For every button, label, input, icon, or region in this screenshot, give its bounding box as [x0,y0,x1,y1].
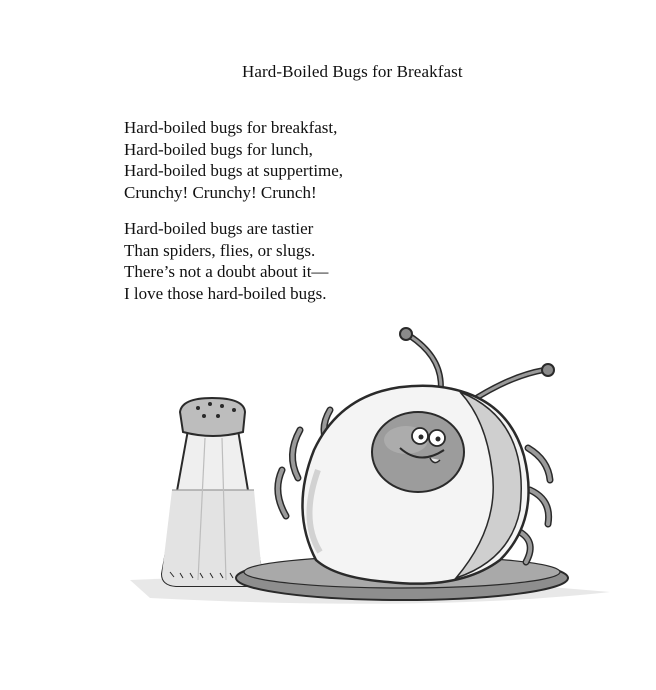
bug-illustration [0,320,656,690]
yolk-face [372,412,464,492]
poem-title: Hard-Boiled Bugs for Breakfast [242,62,463,81]
poem-line: Than spiders, flies, or slugs. [124,240,316,260]
poem-line: There’s not a doubt about it— [124,262,329,281]
poem-line: I love those hard-boiled bugs. [124,283,327,303]
salt-shaker-icon [162,398,262,586]
stanza-1 [124,117,544,203]
poem-line: Hard-boiled bugs for breakfast, [124,118,338,137]
poem-line: Hard-boiled bugs at suppertime, [124,161,344,180]
poem-line: Hard-boiled bugs for lunch, [124,139,313,159]
shaker-cap [180,398,245,436]
poem-line: Crunchy! Crunchy! Crunch! [124,182,317,202]
stanza-2 [124,218,544,304]
hard-boiled-bug-icon [302,386,528,584]
poem-body [124,117,544,319]
poem-line: Hard-boiled bugs are tastier [124,219,314,238]
